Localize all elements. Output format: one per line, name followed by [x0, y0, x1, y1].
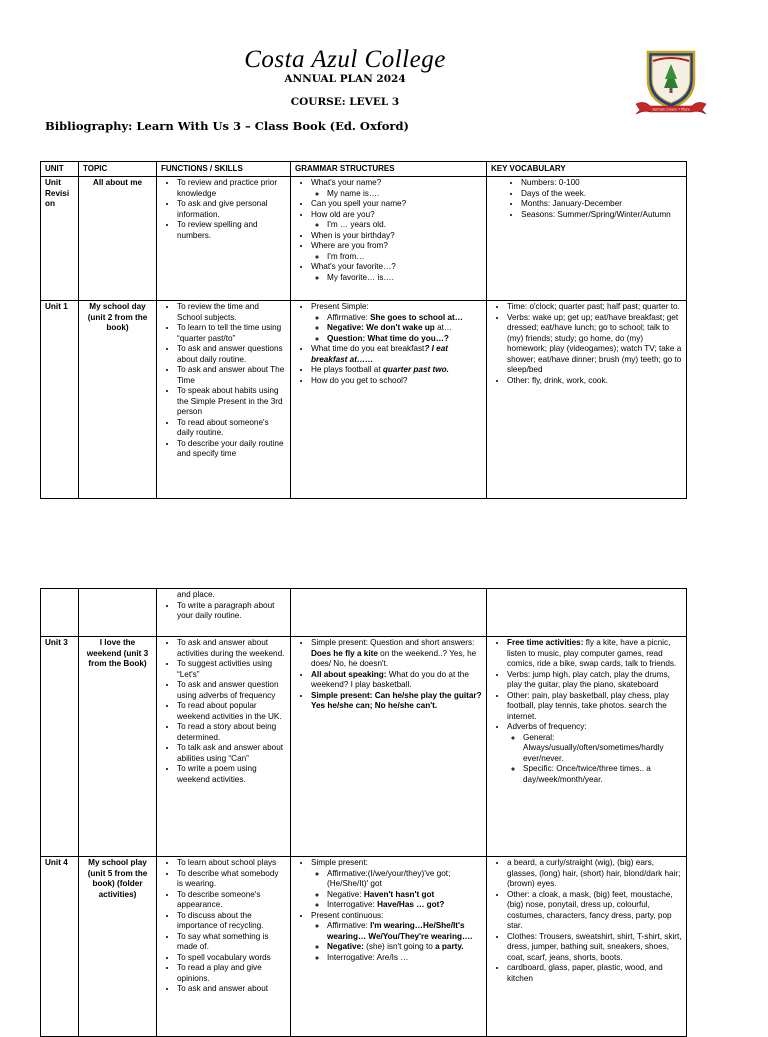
list-item: ◦ Affirmative: She goes to school at… [327, 313, 482, 324]
grammar-cell [291, 589, 487, 637]
vocabulary-cell [487, 857, 687, 1037]
list-item: • Seasons: Summer/Spring/Winter/Autumn [521, 210, 682, 221]
list-item: • Simple present: Can he/she play the guitar? Yes he/she can; No he/she can't. [311, 691, 482, 712]
list-item: • How do you get to school? [311, 376, 482, 387]
bibliography: Bibliography: Learn With Us 3 – Class Book (Ed. Oxford) [45, 119, 409, 133]
list-item: • All about speaking: What do you do at the weekend? I play basketball. [311, 670, 482, 691]
svg-text:Servare Cresco • Flore: Servare Cresco • Flore [652, 107, 690, 112]
list-item: • To describe what somebody is wearing. [177, 869, 286, 890]
table-row [41, 589, 687, 637]
college-name: Costa Azul College [244, 46, 446, 73]
list-item: • Present Simple: ◦ Affirmative: She goes to school at… ◦ Negative: We don't wake up at… ◦ Question: What time do you…? [311, 302, 482, 344]
list-item: • Present continuous: ◦ Affirmative: I'm wearing…He/She/It's wearing… We/You/They're wearing…. ◦ Negative: (she) isn't going to a party. ◦ Interrogative: Are/Is … [311, 911, 482, 964]
list-item: • To ask and answer question using adverbs of frequency [177, 680, 286, 701]
list-item: • Simple present: ◦ Affirmative:(I/we/your/they)'ve got; (He/She/It)' got ◦ Negative: Haven't hasn't got ◦ Interrogative: Have/Has … got? [311, 858, 482, 911]
college-crest-logo [634, 48, 708, 116]
header-grammar: GRAMMAR STRUCTURES [291, 162, 487, 177]
list-item: ◦ Affirmative:(I/we/your/they)'ve got; (He/She/It)' got [327, 869, 482, 890]
list-item: ◦ Negative: (she) isn't going to a party. [327, 942, 482, 953]
list-item: • Other: fly, drink, work, cook. [507, 376, 682, 387]
grammar-cell [291, 637, 487, 857]
list-item: • Simple present: Question and short answers: Does he fly a kite on the weekend..? Yes, he does/ No, he doesn't. [311, 638, 482, 670]
unit-cell [41, 589, 79, 637]
list-item: • To read a play and give opinions. [177, 963, 286, 984]
header-functions: FUNCTIONS / SKILLS [157, 162, 291, 177]
course-title: COURSE: LEVEL 3 [290, 96, 400, 108]
list-item: • Months: January-December [521, 199, 682, 210]
list-item: • To review and practice prior knowledge [177, 178, 286, 199]
list-item: • To review the time and School subjects. [177, 302, 286, 323]
list-item: ◦ Interrogative: Are/Is … [327, 953, 482, 964]
list-item: • To talk ask and answer about abilities using “Can” [177, 743, 286, 764]
list-item: • To ask and answer questions about daily routine. [177, 344, 286, 365]
list-item: • Numbers: 0-100 [521, 178, 682, 189]
list-item: • To describe your daily routine and specify time [177, 439, 286, 460]
annual-plan-table [40, 161, 687, 499]
topic-cell: My school play (unit 5 from the book) (folder activities) [79, 857, 157, 1037]
header-topic: TOPIC [79, 162, 157, 177]
list-item: ◦ Negative: Haven't hasn't got [327, 890, 482, 901]
unit-cell: Unit 1 [41, 301, 79, 499]
table-row [41, 637, 687, 857]
list-item: ◦ Question: What time do you…? [327, 334, 482, 345]
list-item: ◦ My favorite… is…. [327, 273, 482, 284]
topic-cell: My school day (unit 2 from the book) [79, 301, 157, 499]
list-item: • Can you spell your name? [311, 199, 482, 210]
list-item: • Adverbs of frequency: ◦ General: Always/usually/often/sometimes/hardly ever/never. ◦ Specific: Once/twice/three times.. a day/week/month/year. [507, 722, 682, 785]
list-item: • Where are you from? ◦ I'm from… [311, 241, 482, 262]
table-row [41, 301, 687, 499]
topic-cell: All about me [79, 177, 157, 301]
list-item: • To spell vocabulary words [177, 953, 286, 964]
table-row [41, 857, 687, 1037]
table-row [41, 177, 687, 301]
grammar-cell [291, 857, 487, 1037]
list-item: • How old are you? ◦ I'm … years old. [311, 210, 482, 231]
list-item: • To say what something is made of. [177, 932, 286, 953]
vocabulary-cell [487, 301, 687, 499]
table-header-row [41, 162, 687, 177]
functions-cell [157, 857, 291, 1037]
list-item: • cardboard, glass, paper, plastic, wood, and kitchen [507, 963, 682, 984]
list-item: ◦ Interrogative: Have/Has … got? [327, 900, 482, 911]
list-item: • To read about someone's daily routine. [177, 418, 286, 439]
list-item: • To describe someone's appearance. [177, 890, 286, 911]
list-item: • Free time activities: fly a kite, have a picnic, listen to music, play computer games, read comics, ride a bike, swap cards, talk to friends. [507, 638, 682, 670]
vocabulary-cell [487, 637, 687, 857]
list-item: • To write a poem using weekend activities. [177, 764, 286, 785]
plan-title: ANNUAL PLAN 2024 [284, 73, 406, 85]
list-item: • Verbs: jump high, play catch, play the drums, play the guitar, play the piano, skateboard [507, 670, 682, 691]
vocabulary-cell [487, 177, 687, 301]
list-item: • To speak about habits using the Simple Present in the 3rd person [177, 386, 286, 418]
topic-cell [79, 589, 157, 637]
list-item: • To review spelling and numbers. [177, 220, 286, 241]
list-item: ◦ I'm … years old. [327, 220, 482, 231]
list-item: • Clothes: Trousers, sweatshirt, shirt, T-shirt, skirt, dress, jumper, bathing suit, sneakers, shoes, coat, scarf, jeans, shorts, boots. [507, 932, 682, 964]
header-vocabulary: KEY VOCABULARY [487, 162, 687, 177]
functions-cell [157, 301, 291, 499]
list-item: • When is your birthday? [311, 231, 482, 242]
header-unit: UNIT [41, 162, 79, 177]
list-item: ◦ My name is…. [327, 189, 482, 200]
functions-cell [157, 589, 291, 637]
vocabulary-cell [487, 589, 687, 637]
list-item: • Other: pain, play basketball, play chess, play football, play tennis, take photos. search the internet. [507, 691, 682, 723]
list-item: • a beard, a curly/straight (wig), (big) ears, glasses, (long) hair, (short) hair, blond/dark hair; (brown) eyes. [507, 858, 682, 890]
list-item: • Other: a cloak, a mask, (big) feet, moustache, (big) nose, ponytail, dress up, colourful, costumes, characters, fancy dress, party, pop star. [507, 890, 682, 932]
list-item: • To write a paragraph about your daily routine. [177, 601, 286, 622]
list-item: • Days of the week. [521, 189, 682, 200]
functions-cell [157, 637, 291, 857]
annual-plan-table-continued [40, 588, 687, 1037]
list-item: • Time: o'clock; quarter past; half past; quarter to. [507, 302, 682, 313]
list-item: • Verbs: wake up; get up; eat/have breakfast; get dressed; eat/have lunch; go to school; talk to (my) friends; study; go home, do (my) homework; play (videogames); watch TV; take a shower; eat/have dinner; brush (my) teeth; go to sleep/bed [507, 313, 682, 376]
list-item: • To ask and answer about The Time [177, 365, 286, 386]
grammar-cell [291, 301, 487, 499]
list-item: • To ask and give personal information. [177, 199, 286, 220]
list-item: • To read about popular weekend activities in the UK. [177, 701, 286, 722]
list-item: • To suggest activities using “Let's” [177, 659, 286, 680]
list-item: ◦ General: Always/usually/often/sometimes/hardly ever/never. [523, 733, 682, 765]
list-item: • To discuss about the importance of recycling. [177, 911, 286, 932]
unit-cell: Unit 4 [41, 857, 79, 1037]
list-item: • To learn about school plays [177, 858, 286, 869]
topic-cell: I love the weekend (unit 3 from the Book) [79, 637, 157, 857]
list-item: • To learn to tell the time using “quarter past/to” [177, 323, 286, 344]
list-item: • What's your favorite…? ◦ My favorite… is…. [311, 262, 482, 283]
list-item: ◦ Affirmative: I'm wearing…He/She/It's wearing… We/You/They're wearing…. [327, 921, 482, 942]
list-item: • To ask and answer about [177, 984, 286, 995]
list-item: • What's your name? ◦ My name is…. [311, 178, 482, 199]
list-item: • To read a story about being determined. [177, 722, 286, 743]
functions-cell [157, 177, 291, 301]
grammar-cell [291, 177, 487, 301]
list-item: • What time do you eat breakfast? I eat breakfast at…… [311, 344, 482, 365]
list-item: ◦ Specific: Once/twice/three times.. a day/week/month/year. [523, 764, 682, 785]
list-item: • To ask and answer about activities during the weekend. [177, 638, 286, 659]
list-item: • He plays football at quarter past two. [311, 365, 482, 376]
unit-cell: Unit Revisi on [41, 177, 79, 301]
functions-continued-text: and place. [177, 590, 215, 599]
unit-cell: Unit 3 [41, 637, 79, 857]
list-item: ◦ I'm from… [327, 252, 482, 263]
list-item: ◦ Negative: We don't wake up at… [327, 323, 482, 334]
